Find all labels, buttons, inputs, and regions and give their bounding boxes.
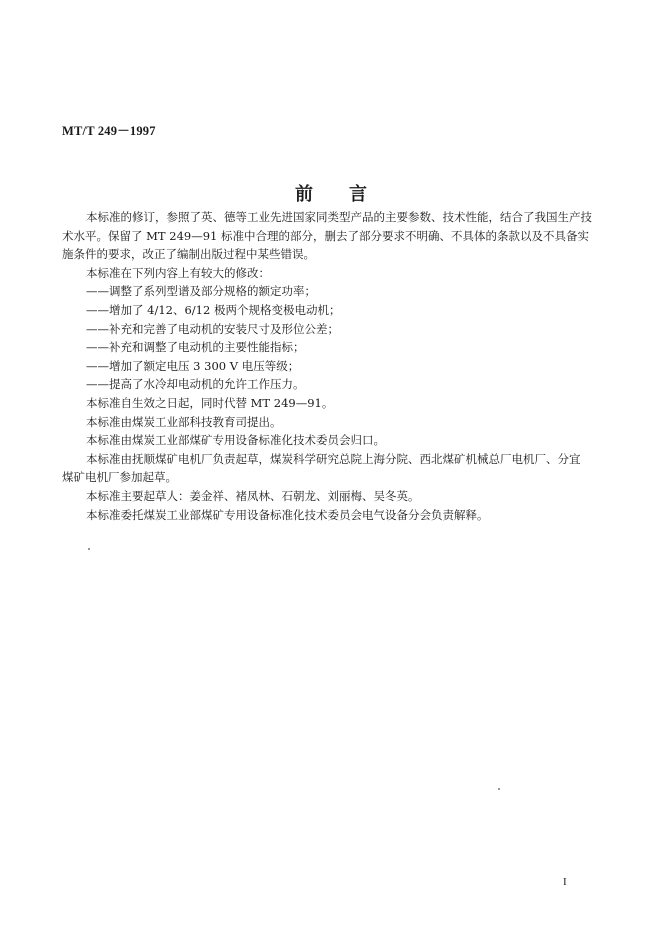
page-title: [0, 180, 662, 206]
document-body: [62, 208, 606, 524]
change-item: [86, 320, 606, 339]
paragraph-line: 本标准由抚顺煤矿电机厂负责起草，煤炭科学研究总院上海分院、西北煤矿机械总厂电机厂、分宜: [86, 451, 581, 466]
title-part-1: 前: [295, 184, 313, 205]
paragraph-line: 本标准委托煤炭工业部煤矿专用设备标准化技术委员会电气设备分会负责解释。: [86, 507, 489, 522]
paragraph-line: 本标准在下列内容上有较大的修改：: [86, 265, 270, 280]
paragraph-drafters: [86, 487, 606, 506]
change-item: [86, 301, 606, 320]
paragraph-line: ——提高了水冷却电动机的允许工作压力。: [86, 377, 305, 392]
change-item: [86, 375, 606, 394]
paragraph-line: 本标准自生效之日起，同时代替 MT 249—91。: [86, 395, 334, 410]
paragraph-revision: [62, 208, 606, 264]
paragraph-line: 术水平。保留了 MT 249—91 标准中合理的部分，删去了部分要求不明确、不具体的条款以及不具备实: [62, 228, 589, 243]
standard-code: MT/T 249－1997: [62, 124, 156, 138]
paragraph-line: ——补充和调整了电动机的主要性能指标；: [86, 340, 305, 355]
paragraph-interpretation: [86, 506, 606, 525]
change-item: [86, 357, 606, 376]
paragraph-line: 本标准由煤炭工业部科技教育司提出。: [86, 414, 282, 429]
paragraph-line: 施条件的要求，改正了编制出版过程中某些错误。: [62, 247, 315, 262]
paragraph-line: ——补充和完善了电动机的安装尺寸及形位公差；: [86, 321, 339, 336]
paragraph-line: 本标准的修订，参照了英、德等工业先进国家同类型产品的主要参数、技术性能，结合了我国生产技: [86, 210, 592, 224]
paragraph-proposed-by: [86, 413, 606, 432]
paragraph-line: ——增加了额定电压 3 300 V 电压等级；: [86, 358, 300, 373]
paragraph-changes-intro: [86, 264, 606, 283]
scan-speck: [498, 788, 500, 790]
paragraph-line: 本标准主要起草人：姜金祥、褚凤林、石朝龙、刘丽梅、吴冬英。: [86, 488, 420, 503]
paragraph-centralized-by: [86, 431, 606, 450]
paragraph-line: 煤矿电机厂参加起草。: [62, 470, 177, 485]
change-item: [86, 338, 606, 357]
paragraph-line: ——调整了系列型谱及部分规格的额定功率；: [86, 284, 316, 299]
paragraph-replaces: [86, 394, 606, 413]
page-number: I: [563, 876, 567, 888]
paragraph-line: 本标准由煤炭工业部煤矿专用设备标准化技术委员会归口。: [86, 433, 385, 448]
change-item: [86, 282, 606, 301]
title-part-2: 言: [349, 184, 367, 205]
scan-speck: [88, 548, 90, 550]
paragraph-line: ——增加了 4/12、6/12 极两个规格变极电动机；: [86, 302, 341, 317]
paragraph-drafted-by: [62, 450, 606, 487]
